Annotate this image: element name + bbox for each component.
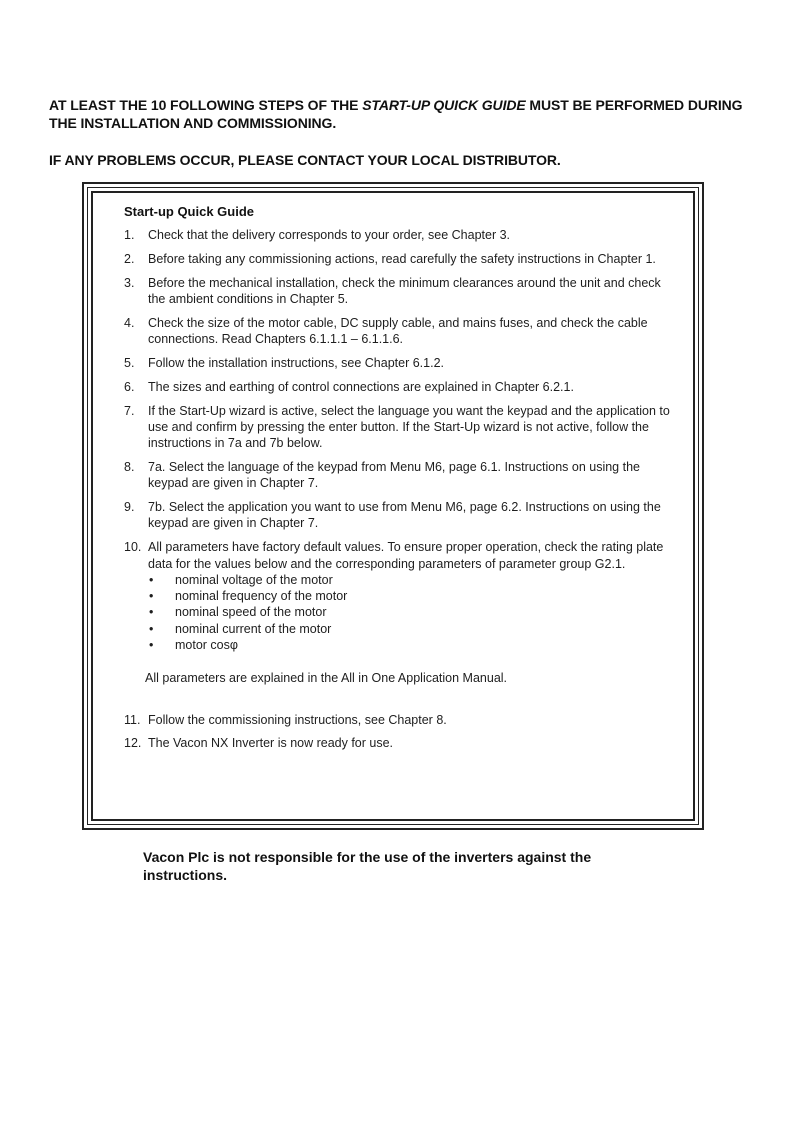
step-text: The Vacon NX Inverter is now ready for use.: [148, 736, 394, 751]
step-text: Before taking any commissioning actions, read carefully the safety instructions in Chapter 1.: [148, 252, 656, 267]
bullet-item: • nominal current of the motor: [149, 621, 332, 636]
step-number: 4.: [124, 315, 135, 330]
step-item: [124, 539, 676, 686]
step-item: [124, 379, 676, 395]
steps-list: [124, 227, 676, 751]
step-number: 2.: [124, 252, 135, 267]
step-item: [124, 712, 676, 728]
motor-values-list: [148, 572, 676, 653]
step-item: [124, 227, 676, 243]
step-text: All parameters have factory default values. To ensure proper operation, check the rating plate data for the values below and the corresponding parameters of parameter group G2.1.: [148, 540, 664, 571]
step-number: 12.: [124, 736, 142, 751]
step-text: If the Start-Up wizard is active, select the language you want the keypad and the application to use and confirm by pressing the enter button. If the Start-Up wizard is not active, follow the instructions in 7a and 7b below.: [148, 403, 670, 451]
step-item: [124, 403, 676, 452]
bullet-icon: •: [149, 605, 154, 620]
step-number: 7.: [124, 403, 135, 418]
step-number: 3.: [124, 275, 135, 290]
bullet-icon: •: [149, 589, 154, 604]
bullet-icon: •: [149, 621, 154, 636]
step-item: [124, 459, 676, 492]
step-number: 11.: [124, 712, 141, 727]
step-number: 1.: [124, 228, 135, 243]
step-item: [124, 315, 676, 348]
contact-heading: IF ANY PROBLEMS OCCUR, PLEASE CONTACT YOUR LOCAL DISTRIBUTOR.: [49, 152, 561, 168]
step-item: [124, 355, 676, 371]
step-text: The sizes and earthing of control connections are explained in Chapter 6.2.1.: [148, 379, 574, 394]
parameters-note: All parameters are explained in the All in One Application Manual.: [145, 671, 508, 686]
step-item: [124, 275, 676, 308]
step-number: 10.: [124, 540, 142, 555]
step-item: [124, 499, 676, 532]
bullet-icon: •: [149, 638, 154, 653]
step-item: [124, 251, 676, 267]
step-text: Follow the commissioning instructions, see Chapter 8.: [148, 712, 447, 727]
step-number: 8.: [124, 460, 135, 475]
step-number: 6.: [124, 379, 135, 394]
bullet-icon: •: [149, 572, 154, 587]
start-up-quick-guide: [124, 204, 676, 759]
bullet-item: • nominal frequency of the motor: [149, 589, 348, 604]
step-text: Before the mechanical installation, check the minimum clearances around the unit and check the ambient conditions in Chapter 5.: [148, 275, 661, 307]
bullet-item: • nominal voltage of the motor: [149, 572, 333, 587]
step-text: Follow the installation instructions, see Chapter 6.1.2.: [148, 356, 444, 371]
step-number: 9.: [124, 500, 135, 515]
quick-guide-emphasis: START-UP QUICK GUIDE: [362, 97, 526, 113]
instruction-heading: AT LEAST THE 10 FOLLOWING STEPS OF THE START-UP QUICK GUIDE MUST BE PERFORMED DURING THE INSTALLATION AND COMMISSIONING.: [49, 97, 743, 131]
step-text: 7b. Select the application you want to use from Menu M6, page 6.2. Instructions on using the keypad are given in Chapter 7.: [148, 500, 661, 531]
guide-title: Start-up Quick Guide: [124, 204, 255, 219]
step-number: 5.: [124, 356, 135, 371]
bullet-item: • nominal speed of the motor: [149, 605, 327, 620]
bullet-item: • motor cosφ: [149, 638, 238, 653]
disclaimer-note: Vacon Plc is not responsible for the use of the inverters against the instructions.: [143, 849, 592, 883]
step-text: 7a. Select the language of the keypad from Menu M6, page 6.1. Instructions on using the keypad are given in Chapter 7.: [148, 460, 640, 491]
step-item: [124, 735, 676, 751]
step-text: Check that the delivery corresponds to your order, see Chapter 3.: [148, 228, 510, 243]
step-text: Check the size of the motor cable, DC supply cable, and mains fuses, and check the cable connections. Read Chapters 6.1.1.1 – 6.1.1.6.: [148, 315, 648, 347]
